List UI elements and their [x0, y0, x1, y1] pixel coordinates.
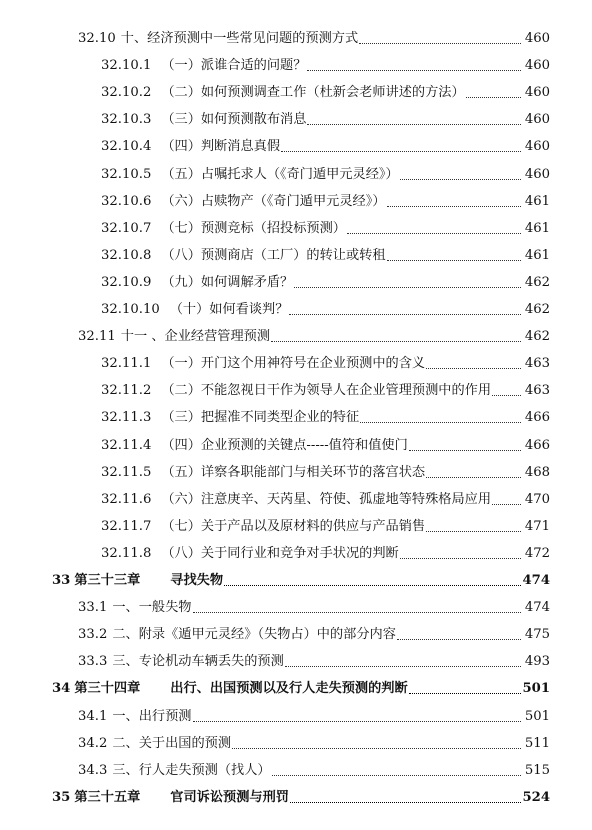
toc-entry[interactable]: [0, 514, 592, 536]
dot-leader: [347, 233, 521, 234]
toc-page-number: 466: [524, 437, 550, 453]
toc-entry[interactable]: [0, 487, 592, 509]
toc-entry[interactable]: [0, 433, 592, 455]
toc-entry-title: （三）如何预测散布消息: [161, 112, 307, 128]
toc-entry-number: 32.10.2: [101, 85, 152, 101]
dot-leader: [400, 558, 521, 559]
toc-entry[interactable]: [0, 270, 592, 292]
toc-chapter-label: 第三十四章: [74, 681, 141, 697]
dot-leader: [492, 395, 521, 396]
toc-entry-number: 34.2: [78, 735, 108, 751]
toc-entry-number: 32.11.7: [101, 518, 152, 534]
toc-entry-title: （四）企业预测的关键点-----值符和值使门: [161, 437, 408, 453]
toc-page-number: 468: [524, 464, 550, 480]
toc-entry-title: （五）详察各职能部门与相关环节的落宫状态: [161, 464, 426, 480]
toc-entry-title: （五）占嘱托求人（《奇门遁甲元灵经》）: [161, 166, 399, 182]
dot-leader: [193, 721, 522, 722]
toc-page-number: 460: [524, 31, 550, 46]
toc-entry[interactable]: [0, 595, 592, 617]
dot-leader: [232, 748, 521, 749]
toc-entry-number: 32.10.6: [101, 193, 152, 209]
toc-entry-title: （二）如何预测调查工作（杜新会老师讲述的方法）: [161, 85, 465, 101]
toc-entry[interactable]: [0, 324, 592, 346]
toc-entry[interactable]: [0, 704, 592, 726]
dot-leader: [387, 206, 521, 207]
toc-entry-number: 32.10.1: [101, 58, 152, 74]
dot-leader: [492, 504, 521, 505]
toc-entry[interactable]: [0, 758, 592, 780]
toc-entry-number: 34.1: [78, 708, 108, 724]
toc-entry-title: （一）派谁合适的问题？: [161, 58, 307, 74]
dot-leader: [193, 612, 522, 613]
dot-leader: [289, 314, 521, 315]
dot-leader: [272, 775, 521, 776]
toc-entry[interactable]: [0, 568, 592, 590]
toc-entry[interactable]: [0, 649, 592, 671]
toc-entry[interactable]: [0, 297, 592, 319]
dot-leader: [307, 70, 521, 71]
toc-entry-number: 33: [52, 573, 71, 588]
toc-chapter-label: 第三十三章: [74, 573, 141, 588]
dot-leader: [397, 639, 521, 640]
toc-entry-number: 32.10.3: [101, 112, 152, 128]
toc-page-number: 460: [524, 85, 550, 101]
toc-page-number: 461: [524, 220, 550, 236]
toc-entry-title: 二、关于出国的预测: [112, 735, 232, 751]
toc-entry-number: 32.11.4: [101, 437, 152, 453]
toc-entry-title: 三、专论机动车辆丢失的预测: [112, 654, 284, 670]
toc-entry-title: （八）关于同行业和竞争对手状况的判断: [161, 545, 399, 561]
toc-entry[interactable]: [0, 378, 592, 400]
toc-entry[interactable]: [0, 80, 592, 102]
toc-entry[interactable]: [0, 189, 592, 211]
toc-page-number: 461: [524, 247, 550, 263]
toc-entry-number: 32.10.9: [101, 274, 152, 290]
toc-entry-number: 32.10.7: [101, 220, 152, 236]
toc-entry-title: 寻找失物: [170, 573, 224, 588]
toc-entry-number: 32.11.2: [101, 383, 152, 399]
toc-entry[interactable]: [0, 351, 592, 373]
toc-chapter-label: 第三十五章: [74, 789, 141, 805]
toc-entry-number: 32.10.5: [101, 166, 152, 182]
toc-entry-number: 33.1: [78, 600, 108, 616]
toc-entry-title: 出行、出国预测以及行人走失预测的判断: [170, 681, 408, 697]
toc-entry[interactable]: [0, 134, 592, 156]
toc-entry-number: 32.11.3: [101, 410, 152, 426]
toc-entry[interactable]: [0, 460, 592, 482]
dot-leader: [426, 531, 521, 532]
toc-entry[interactable]: [0, 162, 592, 184]
toc-page-number: 501: [524, 708, 550, 724]
toc-entry-title: 十、经济预测中一些常见问题的预测方式: [120, 31, 359, 46]
toc-entry-title: （六）注意庚辛、天芮星、符使、孤虚地等特殊格局应用: [161, 491, 492, 507]
toc-entry[interactable]: [0, 243, 592, 265]
toc-page-number: 493: [524, 654, 550, 670]
toc-entry-title: （九）如何调解矛盾？: [161, 274, 294, 290]
dot-leader: [360, 422, 521, 423]
toc-entry-title: 三、行人走失预测（找人）: [112, 762, 271, 778]
toc-entry-number: 32.11: [78, 329, 116, 345]
toc-page-number: 463: [524, 383, 550, 399]
toc-entry-title: （七）预测竞标（招投标预测）: [161, 220, 346, 236]
toc-entry-title: （一）开门这个用神符号在企业预测中的含义: [161, 356, 426, 372]
dot-leader: [271, 341, 521, 342]
toc-entry-title: （四）判断消息真假: [161, 139, 281, 155]
dot-leader: [387, 260, 521, 261]
toc-entry[interactable]: [0, 26, 592, 48]
toc-entry-title: 一、一般失物: [112, 600, 192, 616]
toc-entry-title: 十一 、企业经营管理预测: [120, 329, 271, 345]
toc-entry-number: 32.10.4: [101, 139, 152, 155]
dot-leader: [307, 124, 521, 125]
dot-leader: [400, 179, 521, 180]
toc-entry[interactable]: [0, 785, 592, 807]
toc-page-number: 461: [524, 193, 550, 209]
toc-entry-number: 34: [52, 681, 71, 697]
dot-leader: [285, 666, 521, 667]
toc-page-number: 524: [522, 789, 550, 805]
toc-entry-number: 32.11.5: [101, 464, 152, 480]
toc-page-number: 463: [524, 356, 550, 372]
toc-entry-title: 二、附录《遁甲元灵经》（失物占）中的部分内容: [112, 627, 396, 643]
dot-leader: [224, 585, 521, 586]
toc-entry[interactable]: [0, 216, 592, 238]
toc-page-number: 460: [524, 139, 550, 155]
toc-page-number: 470: [524, 491, 550, 507]
toc-entry-title: （十）如何看谈判？: [169, 302, 289, 317]
toc-entry-number: 32.10: [78, 31, 116, 46]
dot-leader: [294, 287, 521, 288]
toc-entry-title: （七）关于产品以及原材料的供应与产品销售: [161, 518, 426, 534]
toc-entry-number: 33.2: [78, 627, 108, 643]
dot-leader: [290, 802, 521, 803]
toc-page-number: 474: [524, 600, 550, 616]
toc-page-number: 511: [524, 735, 550, 751]
toc-entry[interactable]: [0, 731, 592, 753]
toc-page-number: 475: [524, 627, 550, 643]
toc-page-number: 515: [524, 762, 550, 778]
dot-leader: [426, 477, 521, 478]
toc-entry-number: 32.11.8: [101, 545, 152, 561]
toc-page-number: 460: [524, 112, 550, 128]
toc-page-number: 462: [524, 274, 550, 290]
toc-entry-title: （八）预测商店（工厂）的转让或转租: [161, 247, 386, 263]
toc-entry-number: 32.11.6: [101, 491, 152, 507]
toc-entry[interactable]: [0, 541, 592, 563]
toc-entry-number: 33.3: [78, 654, 108, 670]
toc-entry-number: 32.10.8: [101, 247, 152, 263]
toc-entry-title: 官司诉讼预测与刑罚: [170, 789, 289, 805]
toc-entry-number: 35: [52, 789, 71, 805]
toc-entry[interactable]: [0, 53, 592, 75]
toc-page-number: 460: [524, 58, 550, 74]
dot-leader: [426, 368, 521, 369]
toc-page-number: 460: [524, 166, 550, 182]
toc-entry-title: （三）把握准不同类型企业的特征: [161, 410, 360, 426]
toc-entry[interactable]: [0, 405, 592, 427]
toc-entry-title: 一、出行预测: [112, 708, 192, 724]
toc-entry-number: 34.3: [78, 762, 108, 778]
toc-page-number: 472: [524, 545, 550, 561]
toc-entry-number: 32.11.1: [101, 356, 152, 372]
toc-entry-title: （二）不能忽视日干作为领导人在企业管理预测中的作用: [161, 383, 492, 399]
dot-leader: [409, 693, 521, 694]
toc-entry[interactable]: [0, 622, 592, 644]
toc-entry[interactable]: [0, 676, 592, 698]
dot-leader: [359, 43, 521, 44]
toc-page-number: 471: [524, 518, 550, 534]
dot-leader: [409, 450, 521, 451]
toc-page-number: 474: [522, 573, 550, 588]
toc-page-number: 466: [524, 410, 550, 426]
toc-entry-number: 32.10.10: [101, 302, 160, 317]
toc-entry-title: （六）占赎物产（《奇门遁甲元灵经》）: [161, 193, 386, 209]
dot-leader: [281, 151, 521, 152]
toc-entry[interactable]: [0, 107, 592, 129]
dot-leader: [466, 97, 521, 98]
toc-page-number: 501: [522, 681, 550, 697]
toc-page-number: 462: [524, 302, 550, 317]
toc-page-number: 462: [524, 329, 550, 345]
